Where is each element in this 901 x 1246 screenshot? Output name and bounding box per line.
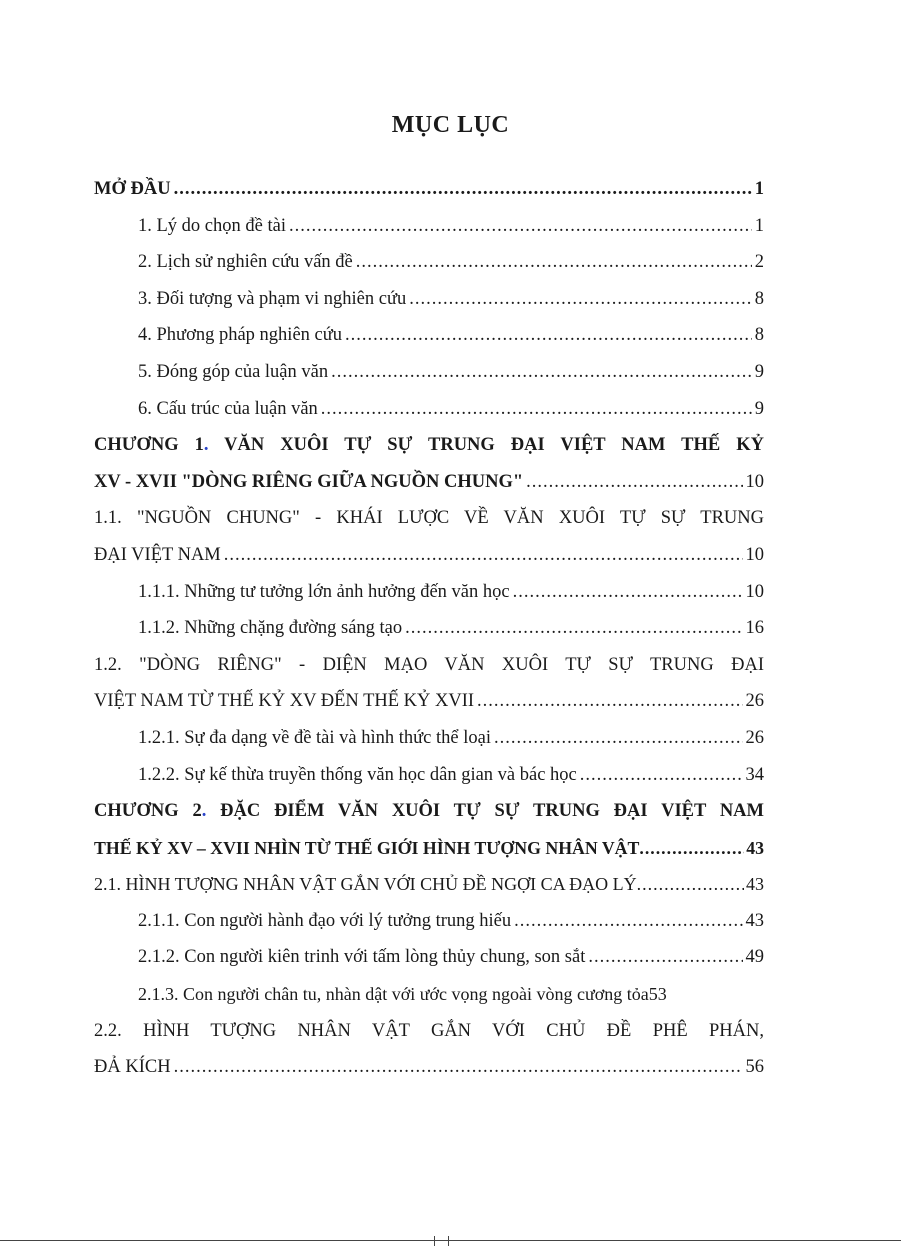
toc-entry-3[interactable]	[94, 281, 764, 318]
dot-leader	[409, 281, 752, 318]
page-bottom-border	[0, 1240, 901, 1241]
toc-label: 3. Đối tượng và phạm vi nghiên cứu	[138, 288, 407, 309]
chapter-dot: .	[201, 801, 207, 822]
toc-label: 1.1.2. Những chặng đường sáng tạo	[138, 618, 403, 639]
dot-leader	[321, 391, 752, 428]
toc-page-number: 10	[745, 544, 764, 565]
toc-section-1-1-line-2[interactable]	[94, 537, 764, 574]
toc-page-number: 43	[746, 874, 764, 895]
toc-page-number: 1	[754, 179, 764, 199]
dot-leader	[526, 464, 742, 501]
toc-section-1-2-line-1[interactable]: 1.2. "DÒNG RIÊNG" - DIỆN MẠO VĂN XUÔI TỰ SỰ TRUNG ĐẠI	[94, 654, 764, 675]
toc-label: 2. Lịch sử nghiên cứu vấn đề	[138, 252, 353, 273]
toc-label: 5. Đóng góp của luận văn	[138, 361, 329, 382]
toc-label: 4. Phương pháp nghiên cứu	[138, 325, 343, 346]
toc-page-number: 10	[745, 581, 764, 602]
dot-leader	[494, 720, 743, 757]
page-divider-tick	[434, 1236, 435, 1246]
dot-leader	[405, 610, 742, 647]
toc-entry-1-1-1[interactable]	[94, 574, 764, 611]
toc-chapter-2-line-1[interactable]	[94, 793, 764, 830]
toc-entry-2-1-1[interactable]	[94, 903, 764, 940]
toc-label: ĐẠI VIỆT NAM	[94, 544, 221, 565]
toc-section-1-2-line-2[interactable]	[94, 683, 764, 720]
dot-leader	[639, 830, 744, 867]
toc-page-number: 8	[754, 288, 764, 309]
toc-entry-1-2-2[interactable]	[94, 757, 764, 794]
toc-section-2-2-line-2[interactable]	[94, 1049, 764, 1086]
toc-page-number: 16	[745, 618, 764, 639]
toc-entry-1-2-1[interactable]	[94, 720, 764, 757]
toc-page-number: 49	[745, 947, 764, 968]
toc-label: THẾ KỶ XV – XVII NHÌN TỪ THẾ GIỚI HÌNH TƯỢNG NHÂN VẬT	[94, 837, 640, 858]
toc-page-number: 9	[754, 398, 764, 419]
toc-page-number: 9	[754, 361, 764, 382]
chapter-dot: .	[203, 435, 209, 456]
dot-leader	[224, 537, 743, 574]
toc-page-number: 43	[746, 837, 764, 858]
toc-label: 1.2.2. Sự kế thừa truyền thống văn học dân gian và bác học	[138, 764, 577, 785]
chapter-title-part: VĂN XUÔI TỰ SỰ TRUNG ĐẠI VIỆT NAM THẾ KỶ	[208, 435, 764, 456]
toc-entry-2[interactable]	[94, 244, 764, 281]
toc-entry-5[interactable]	[94, 354, 764, 391]
toc-page-number: 43	[745, 910, 764, 931]
toc-entry-2-1-2[interactable]	[94, 939, 764, 976]
toc-page-number: 34	[745, 764, 764, 785]
chapter-prefix: CHƯƠNG 1	[94, 435, 204, 456]
dot-leader	[477, 683, 742, 720]
toc-page-number: 1	[754, 215, 764, 236]
dot-leader	[174, 1049, 743, 1086]
dot-leader	[289, 208, 752, 245]
toc-entry-mo-dau[interactable]	[94, 171, 764, 208]
toc-page-number: 26	[745, 691, 764, 712]
toc-page-number: 8	[754, 325, 764, 346]
toc-section-1-1-line-1[interactable]: 1.1. "NGUỒN CHUNG" - KHÁI LƯỢC VỀ VĂN XUÔI TỰ SỰ TRUNG	[94, 508, 764, 529]
table-of-contents	[94, 171, 764, 1086]
toc-chapter-1-line-1[interactable]	[94, 427, 764, 464]
toc-label: 2.1. HÌNH TƯỢNG NHÂN VẬT GẮN VỚI CHỦ ĐỀ NGỢI CA ĐẠO LÝ	[94, 874, 637, 895]
toc-section-2-1[interactable]	[94, 866, 764, 903]
toc-label: 2.1.2. Con người kiên trinh với tấm lòng thủy chung, son sắt	[138, 947, 586, 968]
chapter-title-part: ĐẶC ĐIỂM VĂN XUÔI TỰ SỰ TRUNG ĐẠI VIỆT NAM	[206, 801, 764, 822]
page-title: MỤC LỤC	[391, 112, 510, 138]
toc-label: 2.1.3. Con người chân tu, nhàn dật với ước vọng ngoài vòng cương tỏa	[138, 984, 649, 1005]
toc-page-number: 26	[745, 727, 764, 748]
toc-page-number: 2	[754, 252, 764, 273]
dot-leader	[588, 939, 742, 976]
toc-label: 2.1.1. Con người hành đạo với lý tưởng trung hiếu	[138, 910, 512, 931]
chapter-prefix: CHƯƠNG 2	[94, 801, 202, 822]
toc-chapter-2-line-2[interactable]	[94, 830, 764, 867]
dot-leader	[513, 574, 743, 611]
toc-label: VIỆT NAM TỪ THẾ KỶ XV ĐẾN THẾ KỶ XVII	[94, 691, 475, 712]
dot-leader	[174, 171, 752, 208]
dot-leader	[345, 317, 752, 354]
toc-entry-1[interactable]	[94, 208, 764, 245]
toc-label: XV - XVII "DÒNG RIÊNG GIỮA NGUỒN CHUNG"	[94, 471, 524, 492]
dot-leader	[331, 354, 752, 391]
toc-entry-4[interactable]	[94, 317, 764, 354]
dot-leader	[514, 903, 742, 940]
dot-leader	[637, 866, 744, 903]
toc-entry-1-1-2[interactable]	[94, 610, 764, 647]
page-divider-tick	[448, 1236, 449, 1246]
toc-label: 1. Lý do chọn đề tài	[138, 215, 286, 236]
toc-label: 1.1.1. Những tư tưởng lớn ảnh hưởng đến văn học	[138, 581, 510, 602]
dot-leader	[356, 244, 752, 281]
toc-section-2-2-line-1[interactable]: 2.2. HÌNH TƯỢNG NHÂN VẬT GẮN VỚI CHỦ ĐỀ PHÊ PHÁN,	[94, 1020, 764, 1041]
toc-entry-6[interactable]	[94, 391, 764, 428]
toc-entry-2-1-3[interactable]	[94, 976, 764, 1013]
toc-label: ĐẢ KÍCH	[94, 1057, 171, 1078]
toc-chapter-1-line-2[interactable]	[94, 464, 764, 501]
toc-page-number: 10	[745, 471, 764, 492]
toc-page-number: 56	[745, 1057, 764, 1078]
toc-label: 1.2.1. Sự đa dạng về đề tài và hình thức thể loại	[138, 727, 491, 748]
dot-leader	[580, 757, 743, 794]
toc-label: MỞ ĐẦU	[94, 179, 171, 199]
toc-label: 6. Cấu trúc của luận văn	[138, 398, 318, 419]
toc-page-number: 53	[648, 984, 667, 1005]
